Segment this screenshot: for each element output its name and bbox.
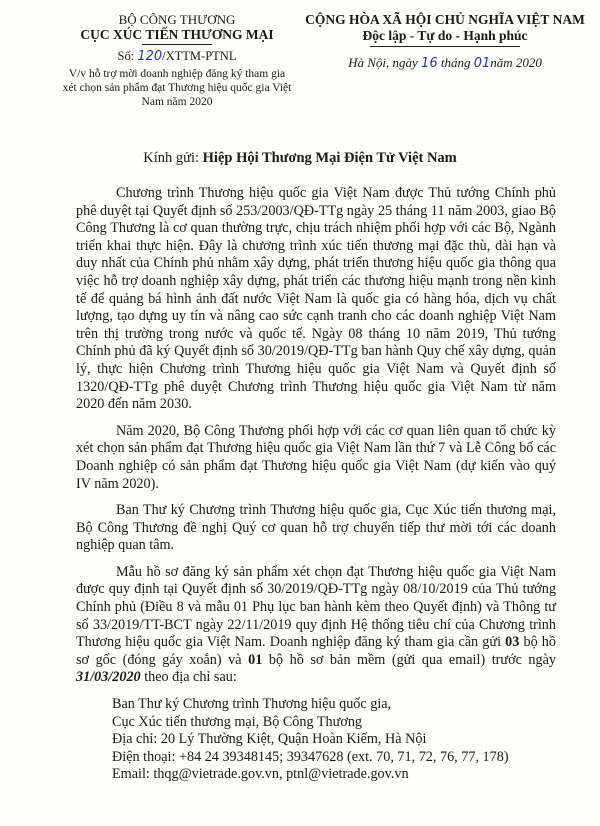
paragraph-3: Ban Thư ký Chương trình Thương hiệu quốc gia, Cục Xúc tiến thương mại, Bộ Công Thương đề nghị Quý cơ quan hỗ trợ chuyển tiếp thư mời tới các doanh nghiệp quan tâm.	[76, 502, 556, 554]
recipient-name: Hiệp Hội Thương Mại Điện Tử Việt Nam	[202, 150, 457, 166]
address-phone: Điện thoại: +84 24 39348145; 39347628 (ext. 70, 71, 72, 76, 77, 178)	[112, 748, 509, 765]
issuer-header	[62, 12, 292, 109]
p4-original-count: 03	[505, 634, 520, 651]
document-number	[62, 49, 292, 64]
address-line-2: Cục Xúc tiến thương mại, Bộ Công Thương	[112, 713, 363, 730]
date-day: 16	[421, 56, 438, 71]
paragraph-2: Năm 2020, Bộ Công Thương phối hợp với các cơ quan liên quan tổ chức kỳ xét chọn sản phẩm đạt Thương hiệu quốc gia Việt Nam lần thứ 7 và Lễ Công bố các Doanh nghiệp có sản phẩm đạt Thương hiệu quốc gia Việt Nam (dự kiến vào quý IV năm 2020).	[76, 422, 556, 492]
p4-text-a: Mẫu hồ sơ đăng ký sản phẩm xét chọn đạt Thương hiệu quốc gia Việt Nam được quy định tại Quyết định số 30/2019/QĐ-TTg ngày 08/10/2019 của Thủ tướng Chính phủ (Điều 8 và mẫu 01 Phụ lục ban hành kèm theo Quyết định) và Thông tư số 33/2019/TT-BCT ngày 22/11/2019 quy định Hệ thống tiêu chí của Chương trình Thương hiệu quốc gia Việt Nam. Doanh nghiệp đăng ký tham gia cần gửi	[76, 563, 556, 651]
doc-no-handwritten: 120	[137, 49, 163, 64]
doc-no-prefix: Số:	[117, 49, 135, 63]
motto-rule	[370, 46, 520, 47]
document-date	[300, 55, 590, 72]
p4-soft-count: 01	[248, 651, 263, 668]
greeting	[0, 150, 600, 167]
nation-title: CỘNG HÒA XÃ HỘI CHỦ NGHĨA VIỆT NAM	[305, 12, 585, 27]
paragraph-4	[76, 564, 556, 687]
address-line-1: Ban Thư ký Chương trình Thương hiệu quốc gia,	[112, 696, 392, 713]
p4-text-c: bộ hồ sơ bản mềm (gửi qua email) trước ngày	[268, 651, 557, 668]
national-header	[300, 12, 590, 72]
header-rule	[142, 44, 212, 45]
ministry-name: BỘ CÔNG THƯƠNG	[118, 12, 236, 27]
address-line-3: Địa chỉ: 20 Lý Thường Kiệt, Quận Hoàn Kiếm, Hà Nội	[112, 731, 427, 748]
national-motto: Độc lập - Tự do - Hạnh phúc	[362, 28, 528, 43]
document-subject: V/v hỗ trợ mời doanh nghiệp đăng ký tham gia xét chọn sản phẩm đạt Thương hiệu quốc gia Việt Nam năm 2020	[62, 68, 292, 108]
contact-address	[76, 696, 556, 784]
doc-no-suffix: /XTTM-PTNL	[162, 49, 237, 63]
department-name: CỤC XÚC TIẾN THƯƠNG MẠI	[80, 27, 274, 42]
paragraph-1: Chương trình Thương hiệu quốc gia Việt Nam được Thủ tướng Chính phủ phê duyệt tại Quyết định số 253/2003/QĐ-TTg ngày 25 tháng 11 năm 2003, giao Bộ Công Thương là cơ quan thường trực, chịu trách nhiệm phối hợp với các Bộ, Ngành triển khai thực hiện. Đây là chương trình xúc tiến thương mại đặc thù, dài hạn và duy nhất của Chính phủ nhằm xây dựng, phát triển thương hiệu quốc gia thông qua việc hỗ trợ doanh nghiệp xây dựng, phát triển các thương hiệu mạnh trong nền kinh tế để quảng bá hình ảnh đất nước Việt Nam là quốc gia có hàng hóa, dịch vụ chất lượng, tạo dựng uy tín và nâng cao sức cạnh tranh cho các doanh nghiệp Việt Nam trên thị trường trong nước và quốc tế. Ngày 08 tháng 10 năm 2019, Thủ tướng Chính phủ đã ký Quyết định số 30/2019/QĐ-TTg ban hành Quy chế xây dựng, quản lý, thực hiện Chương trình Thương hiệu quốc gia Việt Nam và Quyết định số 1320/QĐ-TTg phê duyệt Chương trình Thương hiệu quốc gia Việt Nam từ năm 2020 đến năm 2030.	[76, 185, 556, 413]
letter-body	[76, 185, 556, 784]
date-year: năm 2020	[490, 55, 542, 70]
greeting-prefix: Kính gửi:	[143, 150, 200, 166]
date-month-label: tháng	[440, 55, 471, 70]
address-email: Email: thqg@vietrade.gov.vn, ptnl@vietrade.gov.vn	[112, 766, 409, 783]
date-prefix: Hà Nội, ngày	[348, 55, 418, 70]
p4-text-b: bộ hồ sơ gốc (đóng gáy xoắn) và	[76, 634, 556, 668]
p4-deadline: 31/03/2020	[76, 669, 141, 686]
date-month: 01	[473, 56, 491, 71]
p4-text-d: theo địa chỉ sau:	[144, 669, 237, 686]
